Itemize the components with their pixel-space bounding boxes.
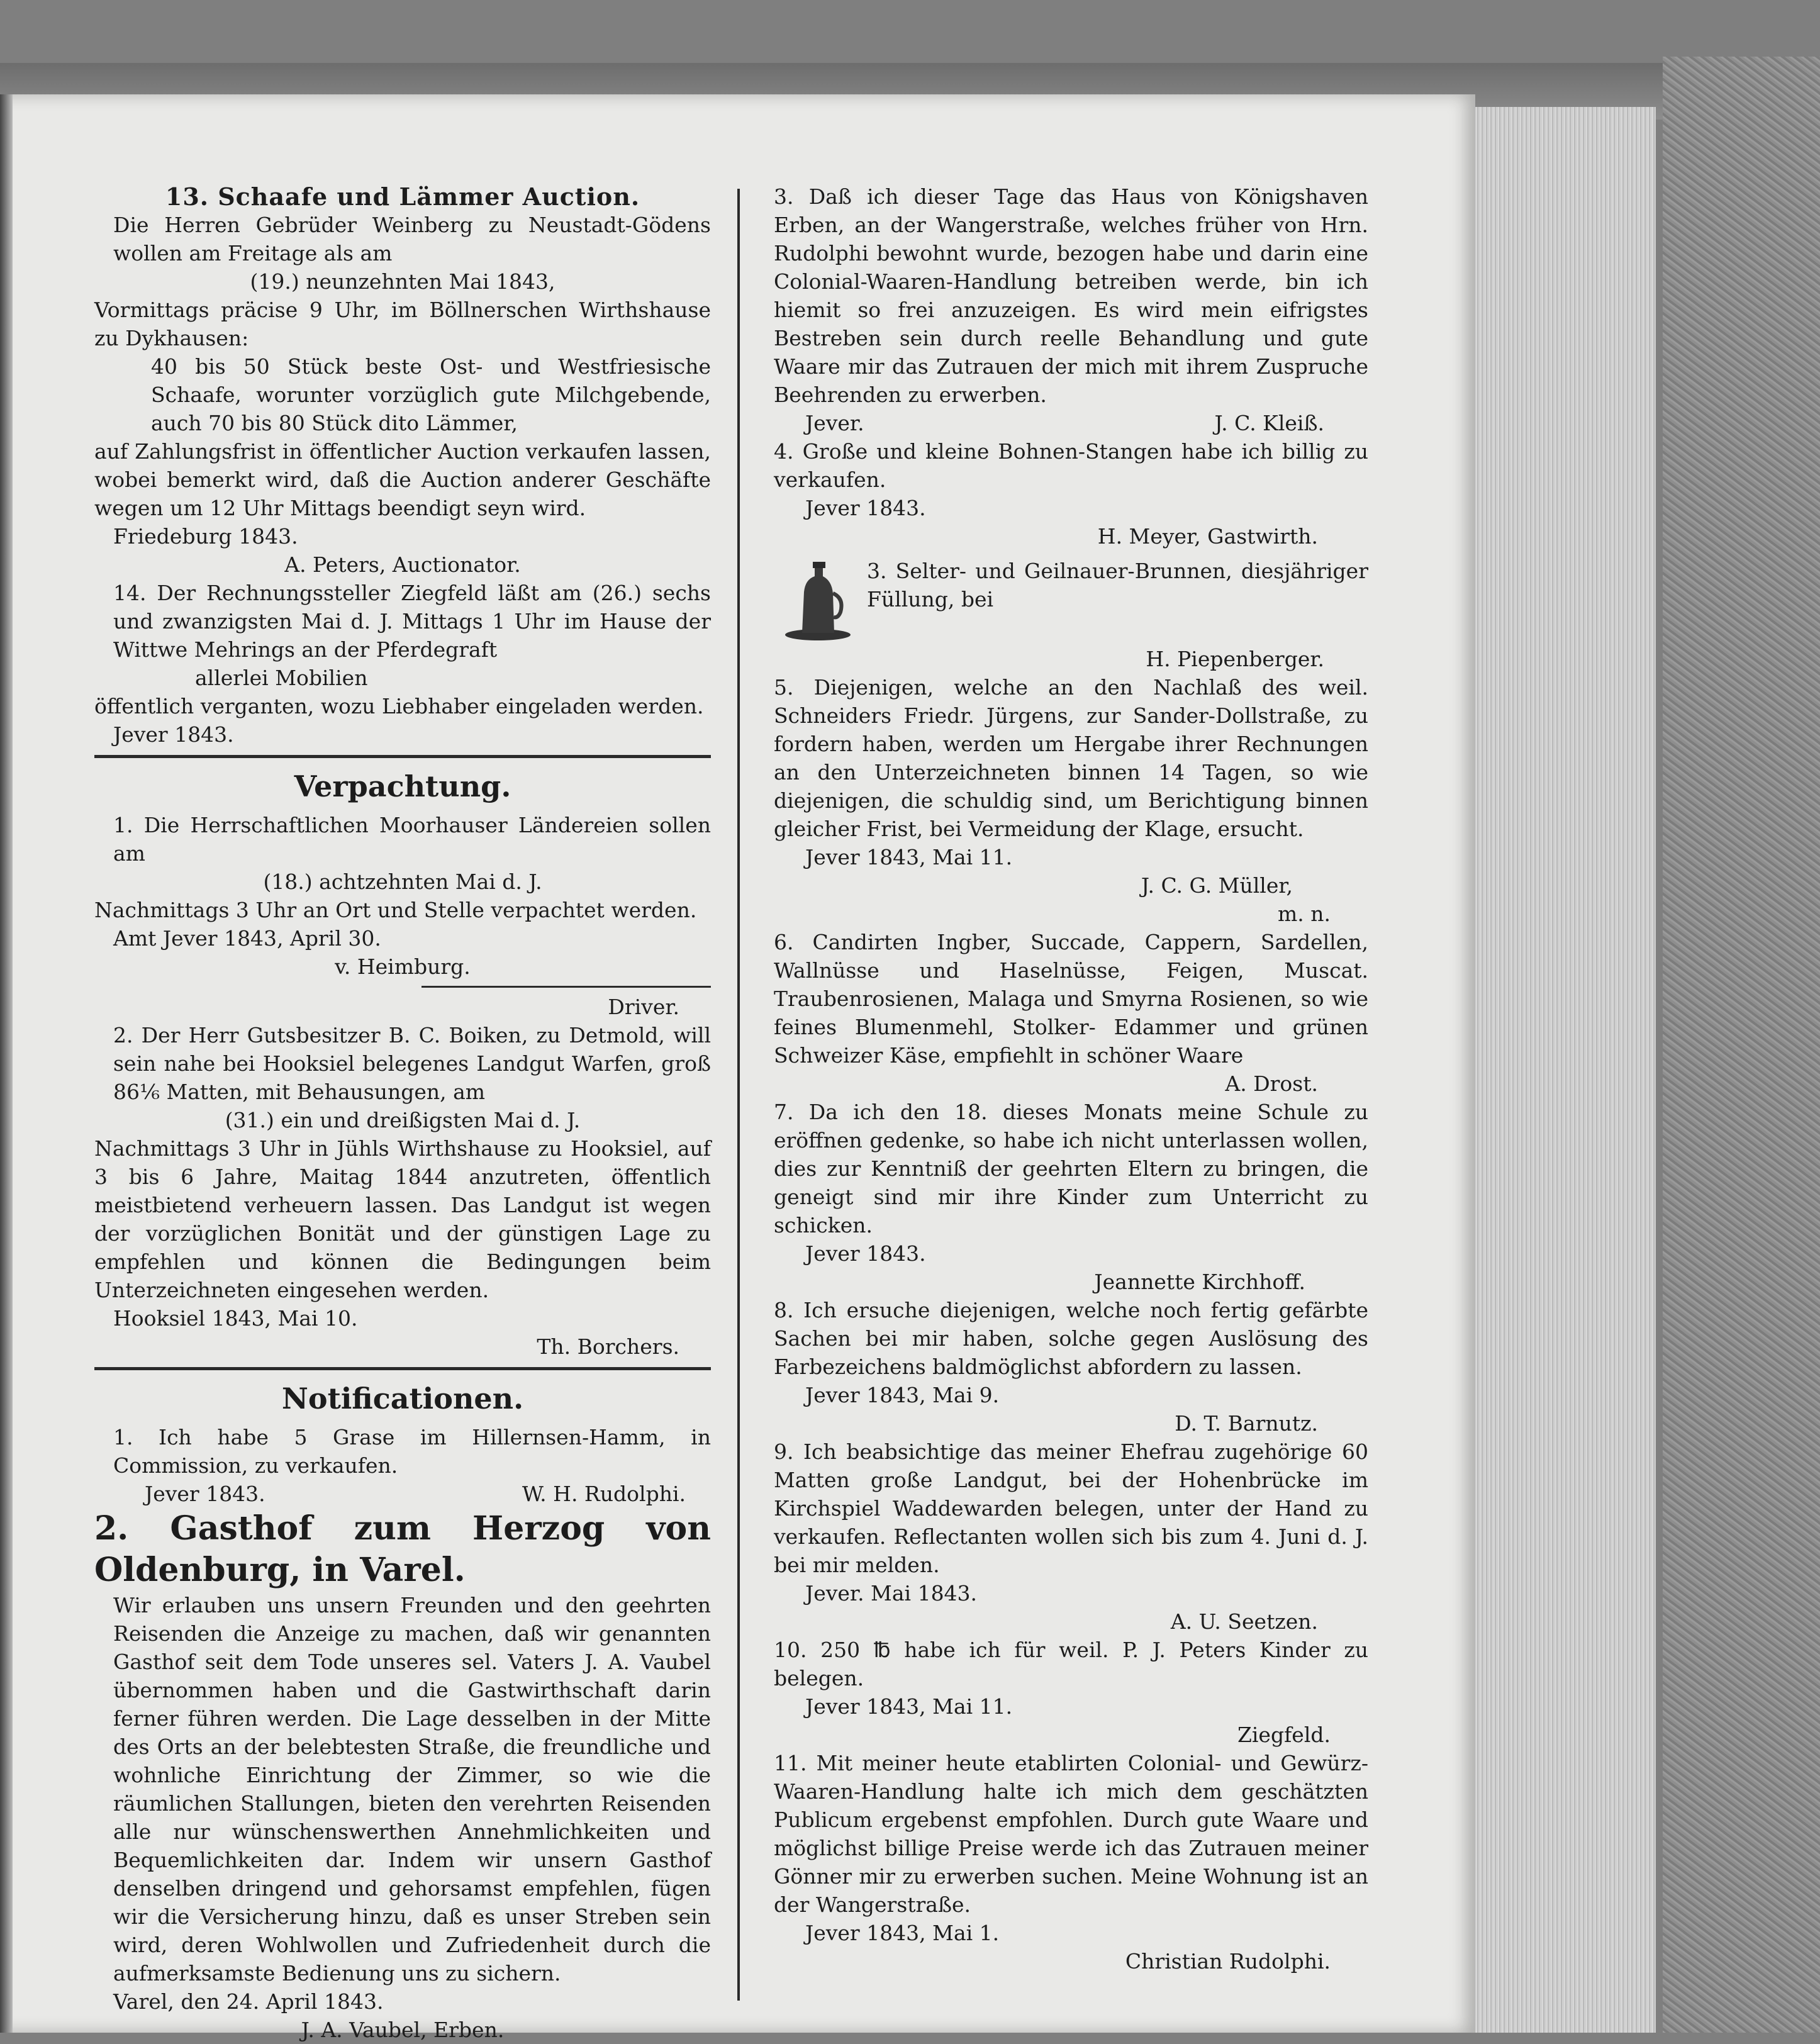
n4-text: 4. Große und kleine Bohnen-Stangen habe ich billig zu verkaufen. <box>774 439 1368 492</box>
ad-13-title: 13. Schaafe und Lämmer Auction. <box>165 182 640 211</box>
not-1-place-sign <box>94 1480 711 1508</box>
ad-13-signature: A. Peters, Auctionator. <box>284 552 521 577</box>
book-binding <box>0 94 13 2033</box>
not-2-text: Wir erlauben uns unsern Freunden und den geehrten Reisenden die Anzeige zu machen, daß wir genannten Gasthof seit dem Tode unseres sel. Vaters J. A. Vaubel übernommen haben und die Gastwirthschaft darin ferner führen werden. Die Lage desselben in der Mitte des Orts an der belebtesten Straße, die freundliche und wohnliche Einrichtung der Zimmer, so wie die räumlichen Stallungen, bieten den verehrten Reisenden alle nur wünschenswerthen Annehmlichkeiten und Bequemlichkeiten dar. Indem wir unsern Gasthof denselben dringend und gehorsamst empfehlen, fügen wir die Versicherung hinzu, daß es unser Streben sein wird, deren Wohlwollen und Zufriedenheit durch die aufmerksamste Bedienung uns zu sichern. <box>113 1593 711 1985</box>
n7-place: Jever 1843. <box>805 1241 926 1266</box>
left-column <box>94 182 711 2044</box>
section-title-notificationen: Notificationen. <box>281 1382 524 1416</box>
n5-text: 5. Diejenigen, welche an den Nachlaß des weil. Schneiders Friedr. Jürgens, zur Sander-Dollstraße, zu fordern haben, werden um Hergabe ihrer Rechnungen an den Unterzeichneten binnen 14 Tagen, so wie diejenigen, die schuldig sind, um Berichtigung binnen gleicher Frist, bei Vermeidung der Klage, ersucht. <box>774 675 1368 841</box>
not-2-place: Varel, den 24. April 1843. <box>113 1989 384 2014</box>
ad-14-place: Jever 1843. <box>113 722 234 747</box>
verp-2-place: Hooksiel 1843, Mai 10. <box>113 1306 358 1331</box>
column-divider <box>737 189 740 2001</box>
n3-text: 3. Daß ich dieser Tage das Haus von Königshaven Erben, an der Wangerstraße, welches früher von Hrn. Rudolphi bewohnt wurde, bezogen habe und darin eine Colonial-Waaren-Handlung betreiben werde, bin ich hiemit so frei anzuzeigen. Es wird mein eifrigstes Bestreben sein durch reelle Behandlung und gute Waare mir das Zutrauen der mich mit ihrem Zuspruche Beehrenden zu erwerben. <box>774 184 1368 407</box>
section-rule <box>94 755 711 758</box>
n11-signature: Christian Rudolphi. <box>1125 1949 1331 1974</box>
not-2-title-line-2: Oldenburg, in Varel. <box>94 1551 466 1589</box>
page-block-edge <box>1466 107 1656 2033</box>
n9-signature: A. U. Seetzen. <box>1170 1609 1318 1634</box>
not-2-signature: J. A. Vaubel, Erben. <box>301 2018 505 2042</box>
verp-1-date: (18.) achtzehnten Mai d. J. <box>263 869 542 894</box>
not-1-text: 1. Ich habe 5 Grase im Hillernsen-Hamm, in Commission, zu verkaufen. <box>113 1425 711 1478</box>
n11-place: Jever 1843, Mai 1. <box>805 1921 1000 1945</box>
signature-rule <box>422 986 711 988</box>
verp-2-date: (31.) ein und dreißigsten Mai d. J. <box>225 1108 581 1132</box>
n7-signature: Jeannette Kirchhoff. <box>1094 1270 1305 1294</box>
ad-13-goods: 40 bis 50 Stück beste Ost- und Westfriesische Schaafe, worunter vorzüglich gute Milchgebende, auch 70 bis 80 Stück dito Lämmer, <box>151 354 711 435</box>
n4-place: Jever 1843. <box>805 496 926 520</box>
verp-2-signature: Th. Borchers. <box>537 1334 679 1359</box>
verp-2-text: 2. Der Herr Gutsbesitzer B. C. Boiken, zu Detmold, will sein nahe bei Hooksiel belegenes Landgut Warfen, groß 86⅙ Matten, mit Behausungen, am <box>113 1023 711 1104</box>
verp-1-text: 1. Die Herrschaftlichen Moorhauser Ländereien sollen am <box>113 813 711 866</box>
n9-text: 9. Ich beabsichtige das meiner Ehefrau zugehörige 60 Matten große Landgut, bei der Hohenbrücke im Kirchspiel Waddewarden belegen, unter der Hand zu verkaufen. Reflectanten wollen sich bis zum 4. Juni d. J. bei mir melden. <box>774 1439 1368 1577</box>
n3b-signature: H. Piepenberger. <box>1146 647 1324 671</box>
ad-13-terms: auf Zahlungsfrist in öffentlicher Auction verkaufen lassen, wobei bemerkt wird, daß die Auction anderer Geschäfte wegen um 12 Uhr Mittags beendigt seyn wird. <box>94 439 711 520</box>
not-2-title-line-1: 2. Gasthof zum Herzog von <box>94 1509 711 1548</box>
verp-1-place: Amt Jever 1843, April 30. <box>113 926 381 951</box>
ad-13-intro: Die Herren Gebrüder Weinberg zu Neustadt-Gödens wollen am Freitage als am <box>113 213 711 265</box>
verp-1-signature-2: Driver. <box>608 995 679 1019</box>
n6-signature: A. Drost. <box>1225 1071 1318 1096</box>
ad-14-goods: allerlei Mobilien <box>195 666 368 690</box>
verp-2-details: Nachmittags 3 Uhr in Jühls Wirthshause zu Hooksiel, auf 3 bis 6 Jahre, Maitag 1844 anzutreten, öffentlich meistbietend verheuern lassen. Das Landgut ist wegen der vorzüglichen Bonität und der günstigen Lage zu empfehlen und können die Bedingungen beim Unterzeichneten eingesehen werden. <box>94 1136 711 1302</box>
not-1-signature: W. H. Rudolphi. <box>522 1482 686 1506</box>
book-cover-right <box>1663 57 1820 2033</box>
n3b-text: 3. Selter- und Geilnauer-Brunnen, diesjähriger Füllung, bei <box>867 559 1368 612</box>
n7-text: 7. Da ich den 18. dieses Monats meine Schule zu eröffnen gedenke, so habe ich nicht unterlassen wollen, dies zur Kenntniß der geehrten Eltern zu bringen, die geneigt sind mir ihre Kinder zum Unterricht zu schicken. <box>774 1100 1368 1237</box>
n3-signature: J. C. Kleiß. <box>1214 411 1324 435</box>
not-1-place: Jever 1843. <box>145 1482 265 1506</box>
section-rule <box>94 1367 711 1370</box>
n11-text: 11. Mit meiner heute etablirten Colonial- und Gewürz-Waaren-Handlung halte ich mich dem geschätzten Publicum ergebenst empfohlen. Durch gute Waare und möglichst billige Preise werde ich das Zutrauen meiner Gönner mir zu erwerben suchen. Meine Wohnung ist an der Wangerstraße. <box>774 1751 1368 1917</box>
n10-place: Jever 1843, Mai 11. <box>805 1694 1013 1719</box>
section-title-verpachtung: Verpachtung. <box>294 769 511 803</box>
n6-text: 6. Candirten Ingber, Succade, Cappern, Sardellen, Wallnüsse und Haselnüsse, Feigen, Muscat. Traubenrosienen, Malaga und Smyrna Rosienen, so wie feines Blumenmehl, Stolker- Edammer und grünen Schweizer Käse, empfiehlt in schöner Waare <box>774 930 1368 1068</box>
n5-signature-2: m. n. <box>1277 902 1331 926</box>
verp-1-time: Nachmittags 3 Uhr an Ort und Stelle verpachtet werden. <box>94 898 697 922</box>
ad-14-text-end: öffentlich verganten, wozu Liebhaber eingeladen werden. <box>94 694 704 718</box>
n8-text: 8. Ich ersuche diejenigen, welche noch fertig gefärbte Sachen bei mir haben, solche gegen Auslösung des Farbezeichens baldmöglichst abfordern zu lassen. <box>774 1298 1368 1379</box>
n3-place: Jever. <box>805 411 864 435</box>
right-column <box>755 182 1368 1975</box>
n5-signature-1: J. C. G. Müller, <box>1141 873 1293 898</box>
ad-13-date: (19.) neunzehnten Mai 1843, <box>250 269 555 294</box>
n5-place: Jever 1843, Mai 11. <box>805 845 1013 869</box>
n8-signature: D. T. Barnutz. <box>1175 1411 1318 1436</box>
mineral-water-ad <box>755 550 1368 673</box>
mineral-water-jug-icon <box>780 554 856 642</box>
n10-signature: Ziegfeld. <box>1237 1723 1331 1747</box>
n4-signature: H. Meyer, Gastwirth. <box>1097 524 1318 549</box>
verp-1-signature-1: v. Heimburg. <box>335 954 471 979</box>
ad-14-text: 14. Der Rechnungssteller Ziegfeld läßt am (26.) sechs und zwanzigsten Mai d. J. Mittags 1 Uhr im Hause der Wittwe Mehrings an der Pferdegraft <box>113 581 711 662</box>
n9-place: Jever. Mai 1843. <box>805 1581 978 1606</box>
n10-text: 10. 250 ℔ habe ich für weil. P. J. Peters Kinder zu belegen. <box>774 1638 1368 1690</box>
ad-13-place: Friedeburg 1843. <box>113 524 298 549</box>
ad-13-time-place: Vormittags präcise 9 Uhr, im Böllnerschen Wirthshause zu Dykhausen: <box>94 298 711 350</box>
n3-place-sign <box>755 409 1368 437</box>
n8-place: Jever 1843, Mai 9. <box>805 1383 1000 1407</box>
